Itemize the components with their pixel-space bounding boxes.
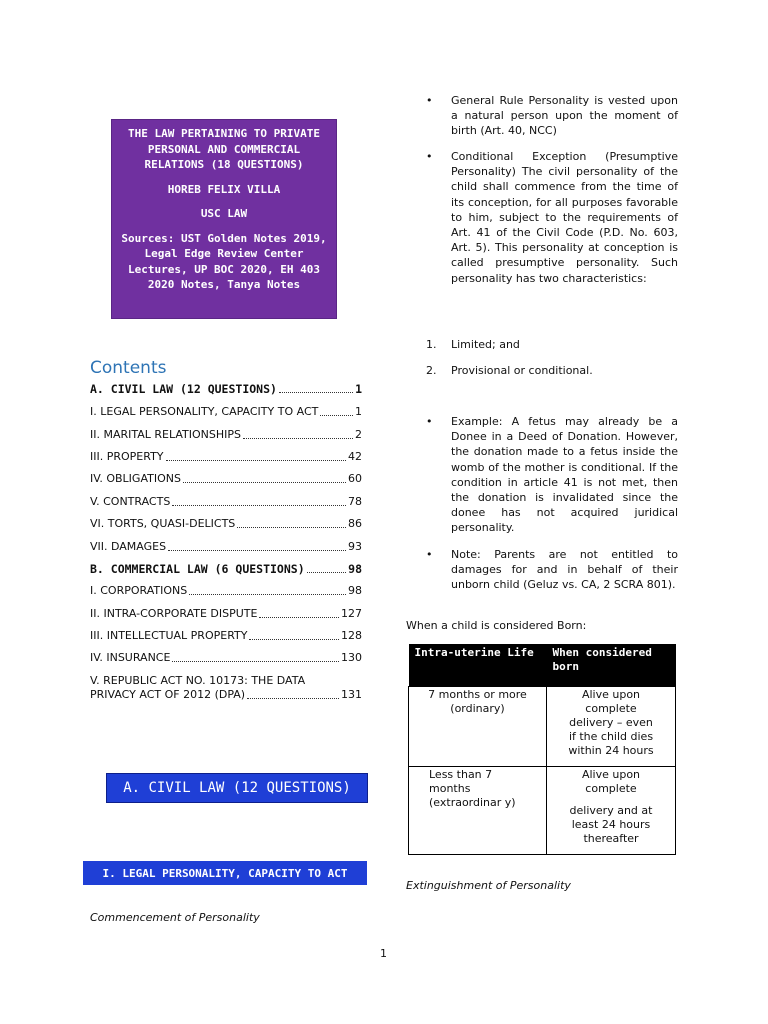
toc-item[interactable] xyxy=(90,382,362,396)
born-table xyxy=(408,644,676,855)
toc-item-page: 130 xyxy=(341,651,362,664)
table-cell: Less than 7 months (extraordinar y) xyxy=(409,767,547,855)
toc-item-label: I. CORPORATIONS xyxy=(90,584,188,597)
table-caption: When a child is considered Born: xyxy=(406,619,587,632)
table-cell: 7 months or more (ordinary) xyxy=(409,687,547,767)
table-header-row xyxy=(409,644,676,687)
section-header-legal-personality: I. LEGAL PERSONALITY, CAPACITY TO ACT xyxy=(83,861,367,885)
toc-item-page: 86 xyxy=(348,517,362,530)
bullet-example: • Example: A fetus may already be a Donee in a Deed of Donation. However, the donation made to a fetus inside the womb of the mother is conditional. If the condition in article 41 is not met, then the donation is invalidated since the donee has not acquired juridical personality. xyxy=(426,415,678,535)
bullet-conditional-exception: • Conditional Exception (Presumptive Personality) The civil personality of the child shall commence from the time of its conception, for all purposes favorable to him, subject to the requirements of Art. 41 of the Civil Code (P.D. No. 603, Art. 5). This personality at conception is called presumptive personality. Such personality has two characteristics: xyxy=(426,150,678,285)
toc-item-label: VII. DAMAGES xyxy=(90,540,167,553)
table-cell-text: delivery and at least 24 hours thereafter xyxy=(569,804,653,845)
toc-item[interactable] xyxy=(90,629,362,643)
toc-item-label: II. MARITAL RELATIONSHIPS xyxy=(90,428,242,441)
toc-item-label: IV. INSURANCE xyxy=(90,651,171,664)
toc-item-page: 131 xyxy=(341,688,362,701)
toc-item[interactable] xyxy=(90,428,362,442)
toc-item[interactable] xyxy=(90,472,362,486)
toc-item-page: 78 xyxy=(348,495,362,508)
title-box xyxy=(111,119,337,319)
page-number: 1 xyxy=(380,947,387,960)
toc-item-page: 98 xyxy=(348,584,362,597)
toc-item-label: V. REPUBLIC ACT NO. 10173: THE DATA xyxy=(90,674,306,687)
table-cell-text: Alive upon complete xyxy=(581,768,641,795)
toc-item-label: PRIVACY ACT OF 2012 (DPA) xyxy=(90,688,246,701)
bullet-text: Note: Parents are not entitled to damages for and in behalf of their unborn child (Geluz vs. CA, 2 SCRA 801). xyxy=(451,548,678,592)
toc-item-page: 42 xyxy=(348,450,362,463)
table-cell xyxy=(547,767,676,855)
table-row xyxy=(409,687,676,767)
numbered-item-text: Provisional or conditional. xyxy=(451,364,593,377)
toc-item-label: VI. TORTS, QUASI-DELICTS xyxy=(90,517,236,530)
toc-item[interactable] xyxy=(90,405,362,419)
toc-item[interactable] xyxy=(90,562,362,576)
bullet-text: Example: A fetus may already be a Donee in a Deed of Donation. However, the donation made to a fetus inside the womb of the mother is conditional. If the condition in article 41 is not met, then the donation is invalidated since the donee has not acquired juridical personality. xyxy=(451,415,678,535)
toc-item[interactable] xyxy=(90,450,362,464)
toc-item-label: B. COMMERCIAL LAW (6 QUESTIONS) xyxy=(90,562,305,576)
author-name: HOREB FELIX VILLA xyxy=(167,182,281,196)
toc-item-label: A. CIVIL LAW (12 QUESTIONS) xyxy=(90,382,277,396)
toc-item-page: 93 xyxy=(348,540,362,553)
toc-item-page: 60 xyxy=(348,472,362,485)
toc-item[interactable] xyxy=(90,584,362,598)
toc-item-label: V. CONTRACTS xyxy=(90,495,171,508)
bullet-general-rule: • General Rule Personality is vested upon a natural person upon the moment of birth (Art. 40, NCC) xyxy=(426,94,678,138)
toc-item[interactable] xyxy=(90,540,362,554)
bullet-note: • Note: Parents are not entitled to damages for and in behalf of their unborn child (Geluz vs. CA, 2 SCRA 801). xyxy=(426,548,678,592)
section-header-civil-law: A. CIVIL LAW (12 QUESTIONS) xyxy=(106,773,368,803)
toc-item-page: 1 xyxy=(355,405,362,418)
toc-item[interactable] xyxy=(90,517,362,531)
toc-item-page: 128 xyxy=(341,629,362,642)
table-header: When considered born xyxy=(547,644,676,687)
toc-item-label: II. INTRA-CORPORATE DISPUTE xyxy=(90,607,258,620)
toc-item-label: III. PROPERTY xyxy=(90,450,164,463)
sources: Sources: UST Golden Notes 2019, Legal Edge Review Center Lectures, UP BOC 2020, EH 403 2020 Notes, Tanya Notes xyxy=(121,231,327,291)
toc-item[interactable] xyxy=(90,674,362,702)
numbered-item: 1. Limited; and xyxy=(426,338,520,351)
bullet-text: General Rule Personality is vested upon a natural person upon the moment of birth (Art. 40, NCC) xyxy=(451,94,678,138)
toc-item-label: IV. OBLIGATIONS xyxy=(90,472,181,485)
table-row xyxy=(409,767,676,855)
subheading-extinguishment: Extinguishment of Personality xyxy=(406,879,571,892)
bullet-text: Conditional Exception (Presumptive Personality) The civil personality of the child shall commence from the time of its conception, for all purposes favorable to him, subject to the requirements of Art. 41 of the Civil Code (P.D. No. 603, Art. 5). This personality at conception is called presumptive personality. Such personality has two characteristics: xyxy=(451,150,678,285)
toc-item[interactable] xyxy=(90,607,362,621)
toc-item-label: III. INTELLECTUAL PROPERTY xyxy=(90,629,248,642)
toc-item[interactable] xyxy=(90,495,362,509)
school-name: USC LAW xyxy=(200,207,248,220)
toc-item-page: 98 xyxy=(348,562,362,576)
subheading-commencement: Commencement of Personality xyxy=(90,911,260,924)
contents-heading: Contents xyxy=(90,358,167,378)
toc-item[interactable] xyxy=(90,651,362,665)
numbered-item-text: Limited; and xyxy=(451,338,520,351)
toc-item-page: 127 xyxy=(341,607,362,620)
numbered-item: 2. Provisional or conditional. xyxy=(426,364,593,377)
toc-item-page: 1 xyxy=(355,382,362,396)
toc-item-page: 2 xyxy=(355,428,362,441)
table-header: Intra-uterine Life xyxy=(409,644,547,687)
toc-item-label: I. LEGAL PERSONALITY, CAPACITY TO ACT xyxy=(90,405,319,418)
document-title: THE LAW PERTAINING TO PRIVATE PERSONAL AND COMMERCIAL RELATIONS (18 QUESTIONS) xyxy=(127,127,321,171)
table-cell: Alive upon complete delivery – even if the child dies within 24 hours xyxy=(547,687,676,767)
